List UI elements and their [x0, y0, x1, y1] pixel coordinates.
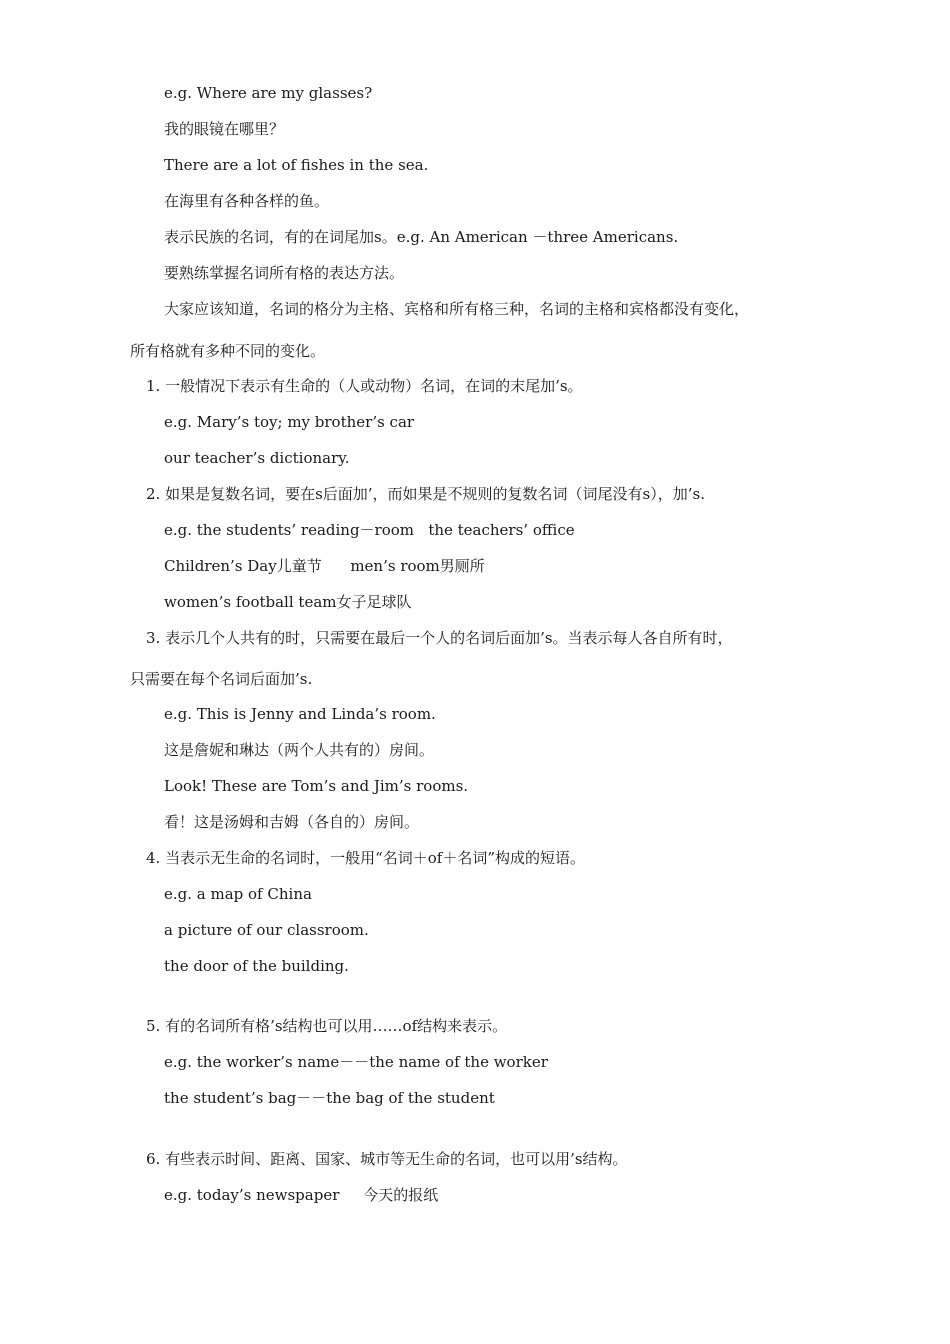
- rule-item-5: 5. 有的名词所有格’s结构也可以用……of结构来表示。: [146, 1017, 508, 1035]
- example-line: 这是詹妮和琳达（两个人共有的）房间。: [164, 741, 435, 759]
- example-line: the door of the building.: [164, 957, 349, 975]
- text-line: 要熟练掌握名词所有格的表达方法。: [164, 264, 405, 282]
- example-line: a picture of our classroom.: [164, 921, 369, 939]
- rule-item-3-continued: 只需要在每个名词后面加’s.: [130, 670, 313, 688]
- paragraph-line: 所有格就有多种不同的变化。: [130, 342, 326, 360]
- rule-item-1: 1. 一般情况下表示有生命的（人或动物）名词，在词的末尾加’s。: [146, 377, 583, 395]
- example-line: e.g. today’s newspaper 今天的报纸: [164, 1186, 439, 1204]
- text-line: There are a lot of fishes in the sea.: [164, 156, 429, 174]
- text-line: 表示民族的名词，有的在词尾加s。e.g. An American －three Americans.: [164, 228, 679, 246]
- example-line: Children’s Day儿童节 men’s room男厕所: [164, 557, 485, 575]
- example-line: 看！这是汤姆和吉姆（各自的）房间。: [164, 813, 420, 831]
- example-line: e.g. Mary’s toy; my brother’s car: [164, 413, 415, 431]
- rule-item-3: 3. 表示几个人共有的时，只需要在最后一个人的名词后面加’s。当表示每人各自所有时，: [146, 629, 733, 647]
- rule-item-6: 6. 有些表示时间、距离、国家、城市等无生命的名词，也可以用’s结构。: [146, 1150, 628, 1168]
- text-line: 我的眼镜在哪里？: [164, 120, 285, 138]
- text-line: e.g. Where are my glasses?: [164, 84, 373, 102]
- example-line: Look! These are Tom’s and Jim’s rooms.: [164, 777, 469, 795]
- example-line: e.g. a map of China: [164, 885, 312, 903]
- example-line: e.g. the students’ reading－room the teachers’ office: [164, 521, 575, 539]
- example-line: our teacher’s dictionary.: [164, 449, 350, 467]
- paragraph-line: 大家应该知道，名词的格分为主格、宾格和所有格三种，名词的主格和宾格都没有变化，: [164, 300, 750, 318]
- example-line: the student’s bag－－the bag of the student: [164, 1089, 495, 1107]
- rule-item-4: 4. 当表示无生命的名词时，一般用“名词＋of＋名词”构成的短语。: [146, 849, 586, 867]
- rule-item-2: 2. 如果是复数名词，要在s后面加’，而如果是不规则的复数名词（词尾没有s），加’s.: [146, 485, 705, 503]
- text-line: 在海里有各种各样的鱼。: [164, 192, 330, 210]
- example-line: e.g. the worker’s name－－the name of the worker: [164, 1053, 548, 1071]
- example-line: women’s football team女子足球队: [164, 593, 412, 611]
- example-line: e.g. This is Jenny and Linda’s room.: [164, 705, 436, 723]
